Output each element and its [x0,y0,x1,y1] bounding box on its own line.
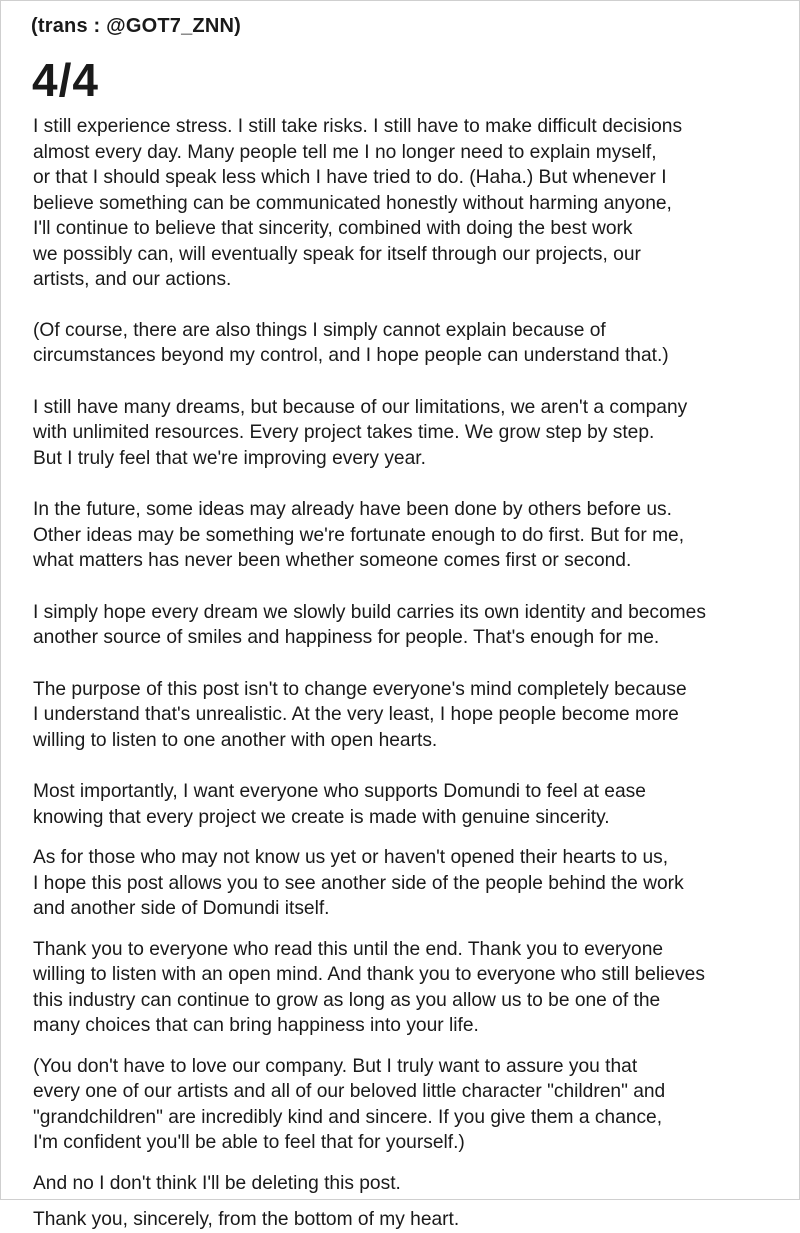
text-line: artists, and our actions. [33,269,232,290]
text-line: circumstances beyond my control, and I hope people can understand that.) [33,345,669,366]
paragraph [33,937,793,1039]
text-line: But I truly feel that we're improving every year. [33,447,426,469]
text-line: Most importantly, I want everyone who supports Domundi to feel at ease [33,781,646,802]
text-line: The purpose of this post isn't to change everyone's mind completely because [33,678,687,700]
text-line: In the future, some ideas may already have been done by others before us. [33,499,672,520]
text-line: almost every day. Many people tell me I no longer need to explain myself, [33,141,657,163]
text-line: I still experience stress. I still take risks. I still have to make difficult decisions [33,116,683,137]
translator-credit: (trans : @GOT7_ZNN) [31,15,241,37]
text-line: I still have many dreams, but because of our limitations, we aren't a company [33,396,688,418]
text-line: knowing that every project we create is made with genuine sincerity. [33,806,610,828]
letter-body [33,114,793,1233]
paragraph [33,677,793,754]
text-line: Thank you, sincerely, from the bottom of my heart. [33,1209,460,1230]
text-line: I'll continue to believe that sincerity, combined with doing the best work [33,218,633,239]
text-line: Thank you to everyone who read this until the end. Thank you to everyone [33,938,664,960]
paragraph [33,1207,793,1233]
text-line: and another side of Domundi itself. [33,898,330,919]
text-line: I'm confident you'll be able to feel that for yourself.) [33,1132,465,1153]
text-line: what matters has never been whether someone comes first or second. [33,550,632,571]
paragraph [33,497,793,574]
text-line: (Of course, there are also things I simply cannot explain because of [33,319,606,341]
text-line: Other ideas may be something we're fortunate enough to do first. But for me, [33,524,685,546]
paragraph [33,395,793,472]
paragraph [33,318,793,369]
text-line: or that I should speak less which I have tried to do. (Haha.) But whenever I [33,167,667,188]
paragraph [33,1171,793,1197]
text-line: another source of smiles and happiness for people. That's enough for me. [33,627,660,648]
text-line: believe something can be communicated honestly without harming anyone, [33,192,672,214]
paragraph [33,1054,793,1156]
part-number: 4/4 [32,54,99,106]
text-line: And no I don't think I'll be deleting this post. [33,1172,401,1194]
text-line: we possibly can, will eventually speak for itself through our projects, our [33,243,641,265]
text-line: I understand that's unrealistic. At the very least, I hope people become more [33,704,679,725]
text-line: willing to listen to one another with open hearts. [33,729,438,751]
paragraph [33,600,793,651]
text-line: As for those who may not know us yet or haven't opened their hearts to us, [33,847,669,868]
text-line: willing to listen with an open mind. And thank you to everyone who still believes [33,964,705,985]
text-line: I hope this post allows you to see another side of the people behind the work [33,872,684,894]
paragraph [33,779,793,830]
text-line: every one of our artists and all of our beloved little character "children" and [33,1081,666,1102]
text-line: "grandchildren" are incredibly kind and sincere. If you give them a chance, [33,1106,663,1128]
text-line: (You don't have to love our company. But I truly want to assure you that [33,1055,638,1077]
text-line: I simply hope every dream we slowly build carries its own identity and becomes [33,601,706,623]
paragraph [33,845,793,922]
text-line: this industry can continue to grow as long as you allow us to be one of the [33,989,661,1011]
paragraph [33,114,793,293]
text-line: with unlimited resources. Every project takes time. We grow step by step. [33,422,655,443]
text-line: many choices that can bring happiness into your life. [33,1015,479,1036]
